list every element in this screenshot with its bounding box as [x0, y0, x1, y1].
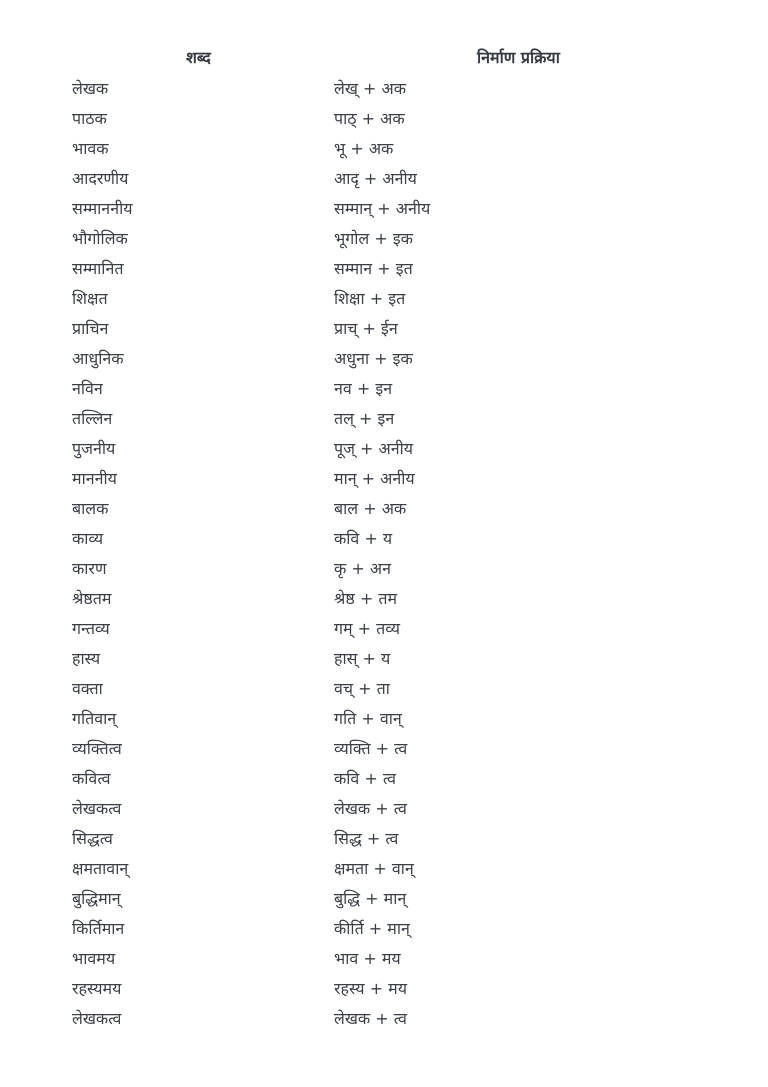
word-cell: वक्ता	[72, 679, 103, 698]
table-row	[0, 854, 768, 884]
word-cell: नविन	[72, 379, 103, 398]
process-cell: लेखक + त्व	[334, 1009, 407, 1028]
process-cell: वच् + ता	[334, 679, 390, 698]
process-cell: सिद्ध + त्व	[334, 829, 399, 848]
process-cell: श्रेष्ठ + तम	[334, 589, 398, 608]
process-cell: भाव + मय	[334, 949, 401, 968]
process-cell: बाल + अक	[334, 499, 407, 518]
word-cell: माननीय	[72, 469, 117, 488]
word-cell: व्यक्तित्व	[72, 739, 122, 758]
process-cell: सम्मान् + अनीय	[334, 199, 431, 218]
table-row	[0, 134, 768, 164]
word-cell: आदरणीय	[72, 169, 129, 188]
table-row	[0, 944, 768, 974]
process-cell: व्यक्ति + त्व	[334, 739, 408, 758]
process-cell: प्राच् + ईन	[334, 319, 398, 338]
process-cell: भू + अक	[334, 139, 394, 158]
table-row	[0, 644, 768, 674]
table-row	[0, 374, 768, 404]
process-cell: हास् + य	[334, 649, 391, 668]
word-cell: कारण	[72, 559, 107, 578]
table-row	[0, 824, 768, 854]
table-row	[0, 194, 768, 224]
table-row	[0, 674, 768, 704]
process-cell: गम् + तव्य	[334, 619, 401, 638]
table-row	[0, 884, 768, 914]
process-cell: कवि + त्व	[334, 769, 397, 788]
table-body	[0, 74, 768, 1034]
table-header	[0, 44, 768, 72]
word-cell: बुद्धिमान्	[72, 889, 121, 908]
word-cell: शिक्षत	[72, 289, 108, 308]
word-cell: गन्तव्य	[72, 619, 110, 638]
table-row	[0, 74, 768, 104]
table-row	[0, 284, 768, 314]
process-cell: गति + वान्	[334, 709, 402, 728]
word-cell: आधुनिक	[72, 349, 124, 368]
process-cell: मान् + अनीय	[334, 469, 415, 488]
table-row	[0, 614, 768, 644]
word-cell: लेखकत्व	[72, 799, 122, 818]
word-cell: भावक	[72, 139, 109, 158]
word-cell: प्राचिन	[72, 319, 109, 338]
header-word: शब्द	[186, 48, 211, 67]
process-cell: अधुना + इक	[334, 349, 413, 368]
table-row	[0, 734, 768, 764]
table-row	[0, 344, 768, 374]
process-cell: लेखक + त्व	[334, 799, 407, 818]
table-row	[0, 104, 768, 134]
word-cell: लेखक	[72, 79, 109, 98]
word-cell: पाठक	[72, 109, 107, 128]
word-cell: रहस्यमय	[72, 979, 122, 998]
word-cell: काव्य	[72, 529, 104, 548]
table-row	[0, 704, 768, 734]
process-cell: सम्मान + इत	[334, 259, 413, 278]
table-row	[0, 764, 768, 794]
table-row	[0, 974, 768, 1004]
table-row	[0, 914, 768, 944]
process-cell: भूगोल + इक	[334, 229, 413, 248]
word-cell: किर्तिमान	[72, 919, 125, 938]
process-cell: कवि + य	[334, 529, 393, 548]
word-cell: लेखकत्व	[72, 1009, 122, 1028]
table-row	[0, 314, 768, 344]
word-cell: कवित्व	[72, 769, 111, 788]
process-cell: लेख् + अक	[334, 79, 407, 98]
word-cell: हास्य	[72, 649, 101, 668]
table-row	[0, 554, 768, 584]
header-process: निर्माण प्रक्रिया	[477, 48, 560, 67]
word-cell: तल्लिन	[72, 409, 113, 428]
table-row	[0, 224, 768, 254]
word-cell: सम्माननीय	[72, 199, 133, 218]
process-cell: कीर्ति + मान्	[334, 919, 410, 938]
word-cell: श्रेष्ठतम	[72, 589, 112, 608]
table-row	[0, 434, 768, 464]
word-cell: बालक	[72, 499, 109, 518]
table-row	[0, 494, 768, 524]
process-cell: पाठ् + अक	[334, 109, 405, 128]
table-row	[0, 464, 768, 494]
process-cell: नव + इन	[334, 379, 393, 398]
word-cell: सम्मानित	[72, 259, 124, 278]
word-cell: गतिवान्	[72, 709, 117, 728]
process-cell: शिक्षा + इत	[334, 289, 406, 308]
table-row	[0, 404, 768, 434]
word-cell: क्षमतावान्	[72, 859, 129, 878]
table-row	[0, 524, 768, 554]
process-cell: रहस्य + मय	[334, 979, 407, 998]
process-cell: कृ + अन	[334, 559, 391, 578]
word-cell: पुजनीय	[72, 439, 116, 458]
word-cell: भौगोलिक	[72, 229, 128, 248]
process-cell: तल् + इन	[334, 409, 395, 428]
table-row	[0, 584, 768, 614]
process-cell: क्षमता + वान्	[334, 859, 414, 878]
table-row	[0, 1004, 768, 1034]
word-cell: भावमय	[72, 949, 116, 968]
table-row	[0, 794, 768, 824]
word-cell: सिद्धत्व	[72, 829, 113, 848]
process-cell: आदृ + अनीय	[334, 169, 417, 188]
table-row	[0, 164, 768, 194]
table-row	[0, 254, 768, 284]
process-cell: बुद्धि + मान्	[334, 889, 407, 908]
process-cell: पूज् + अनीय	[334, 439, 414, 458]
